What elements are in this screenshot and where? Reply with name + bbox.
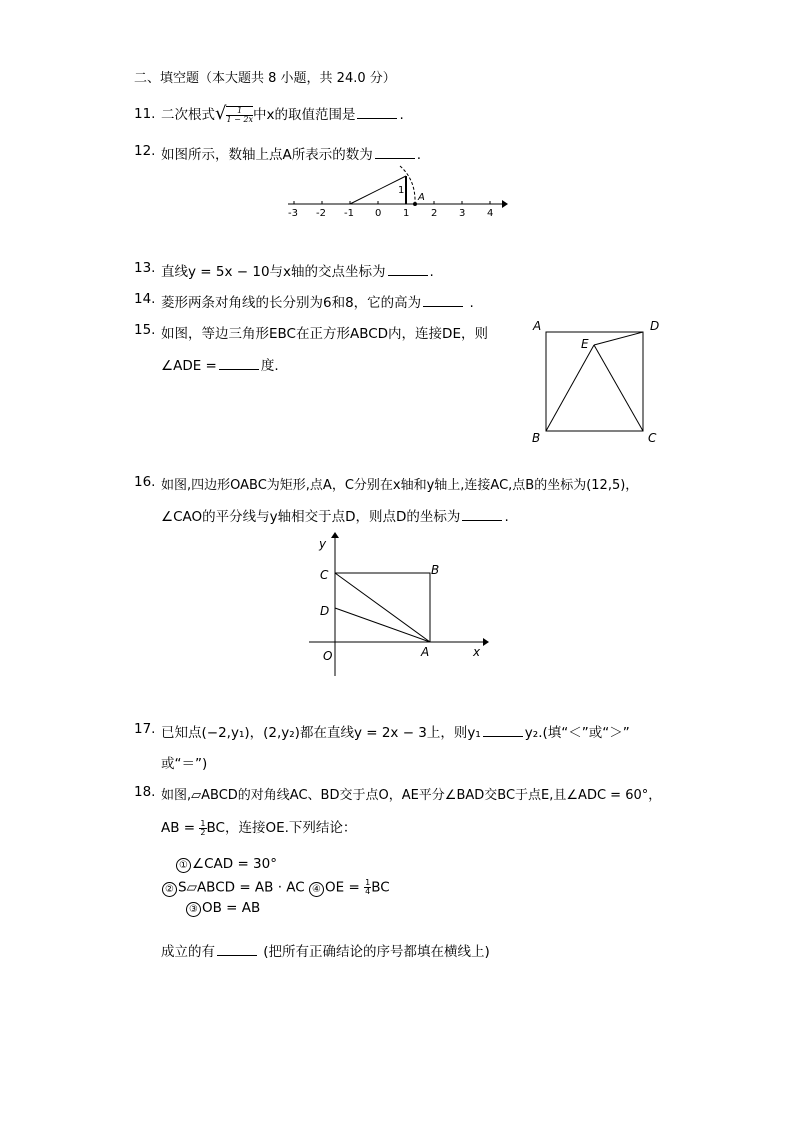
q12-stem: 如图所示，数轴上点A所表示的数为 <box>161 147 373 163</box>
q18-final-post: (把所有正确结论的序号都填在横线上) <box>259 944 490 960</box>
label-A: A <box>418 192 425 203</box>
label-A: A <box>421 645 430 659</box>
conclusion-1-text: ∠CAD = 30° <box>192 856 277 872</box>
q11-fraction <box>226 106 252 124</box>
q14-text <box>161 291 474 311</box>
q18-line2-post: BC，连接OE.下列结论： <box>206 820 357 836</box>
q17-stem: 已知点(−2,y₁)，(2,y₂)都在直线y = 2x − 3上，则y₁ <box>161 725 481 741</box>
q18-line1: 如图,▱ABCD的对角线AC、BD交于点O，AE平分∠BAD交BC于点E,且∠ADC = 60°， <box>161 788 662 803</box>
q18-conclusion-3 <box>186 900 260 917</box>
q17-answer-blank[interactable] <box>483 724 523 737</box>
tick-label: -3 <box>288 208 298 219</box>
c4-frac-den: 4 <box>365 887 371 896</box>
q12-end: . <box>416 147 422 163</box>
y-axis-arrow-icon <box>331 532 339 538</box>
q18-ab: AB = <box>161 820 196 836</box>
q11-answer-blank[interactable] <box>357 106 397 119</box>
conclusion-3-mark: ③ <box>186 902 201 917</box>
vertex-A: A <box>533 319 542 333</box>
q14-answer-blank[interactable] <box>423 294 463 307</box>
q15-number: 15. <box>134 322 156 338</box>
segment-BE <box>546 345 594 431</box>
number-line-figure <box>280 160 510 220</box>
q15-angle: ∠ADE = <box>161 358 217 374</box>
q11-post: 中x的取值范围是 <box>252 107 356 123</box>
c4-frac-num: 1 <box>365 878 371 887</box>
q18-final-pre: 成立的有 <box>161 944 215 960</box>
q15-line2 <box>161 354 279 374</box>
tick-label: 4 <box>487 208 494 219</box>
tick-label: 2 <box>431 208 438 219</box>
q16-line2 <box>161 505 509 525</box>
conclusion-4-pre: OE = <box>325 879 360 896</box>
segment-EC <box>594 345 643 431</box>
q16-stem: ∠CAO的平分线与y轴相交于点D，则点D的坐标为 <box>161 509 461 525</box>
axis-arrow-icon <box>502 200 508 208</box>
q11-pre: 二次根式 <box>161 107 215 123</box>
q16-line1: 如图,四边形OABC为矩形,点A，C分别在x轴和y轴上,连接AC,点B的坐标为(12,5)， <box>161 478 639 493</box>
q18-conclusion-1 <box>176 856 277 873</box>
conclusion-2-mark: ② <box>162 882 177 897</box>
q13-stem: 直线y = 5x − 10与x轴的交点坐标为 <box>161 264 386 280</box>
conclusion-1-mark: ① <box>176 858 191 873</box>
q14-stem: 菱形两条对角线的长分别为6和8，它的高为 <box>161 295 422 311</box>
q16-answer-blank[interactable] <box>462 508 502 521</box>
q18-fraction-half <box>199 820 206 837</box>
vertex-B: B <box>532 431 541 445</box>
q17-number: 17. <box>134 721 156 737</box>
tick-label: 1 <box>403 208 410 219</box>
section-title: 二、填空题（本大题共 8 小题，共 24.0 分） <box>134 71 396 86</box>
label-y: y <box>319 537 327 551</box>
vertex-D: D <box>650 319 660 333</box>
q13-answer-blank[interactable] <box>388 263 428 276</box>
label-B: B <box>431 563 440 577</box>
q11-number: 11. <box>134 106 156 122</box>
label-x: x <box>473 645 481 659</box>
segment-AD <box>335 608 430 642</box>
q11-text <box>161 103 404 124</box>
q18-conclusion-2-4 <box>162 879 390 897</box>
rectangle-axes-figure <box>305 530 505 680</box>
q12-number: 12. <box>134 143 156 159</box>
conclusion-4-mark: ④ <box>309 882 324 897</box>
tick-label: -1 <box>344 208 354 219</box>
q18-answer-blank[interactable] <box>217 943 257 956</box>
q16-number: 16. <box>134 474 156 490</box>
square-triangle-figure <box>528 318 668 448</box>
q18-line2 <box>161 816 356 837</box>
q11-frac-den: 1 − 2x <box>226 115 253 124</box>
tick-label: 3 <box>459 208 466 219</box>
q11-frac-num: 1 <box>226 107 252 116</box>
q13-text <box>161 260 434 280</box>
label-D: D <box>320 604 330 618</box>
q13-number: 13. <box>134 260 156 276</box>
q16-end: . <box>504 509 509 525</box>
q12-answer-blank[interactable] <box>375 146 415 159</box>
segment-AC <box>335 573 430 642</box>
q14-number: 14. <box>134 291 156 307</box>
label-C: C <box>320 568 329 582</box>
q14-end: . <box>469 295 474 311</box>
q15-line1: 如图，等边三角形EBC在正方形ABCD内，连接DE，则 <box>161 326 488 342</box>
q18-number: 18. <box>134 784 156 800</box>
q11-end: . <box>399 107 404 123</box>
q17-line2: 或“＝”) <box>161 756 208 772</box>
label-O: O <box>323 649 333 663</box>
conclusion-2-text: S▱ABCD = AB · AC <box>178 879 305 896</box>
segment-ED <box>594 332 643 345</box>
q15-unit: 度. <box>260 358 279 374</box>
q17-hint: y₂.(填“＜”或“＞” <box>524 725 630 741</box>
q13-end: . <box>429 264 434 280</box>
sqrt-icon: √ <box>215 103 227 124</box>
vertex-E: E <box>581 337 589 351</box>
label-one: 1 <box>398 185 405 196</box>
conclusion-4-post: BC <box>371 879 390 896</box>
x-axis-arrow-icon <box>483 638 489 646</box>
conclusion-3-text: OB = AB <box>202 900 261 916</box>
q17-line1 <box>161 721 630 741</box>
point-A-dot <box>413 202 417 206</box>
tick-label: -2 <box>316 208 326 219</box>
q18-final <box>161 940 490 960</box>
q18-frac-den: 2 <box>200 827 206 837</box>
tick-label: 0 <box>375 208 382 219</box>
vertex-C: C <box>648 431 657 445</box>
q18-frac-num: 1 <box>200 818 206 828</box>
q15-answer-blank[interactable] <box>219 357 259 370</box>
